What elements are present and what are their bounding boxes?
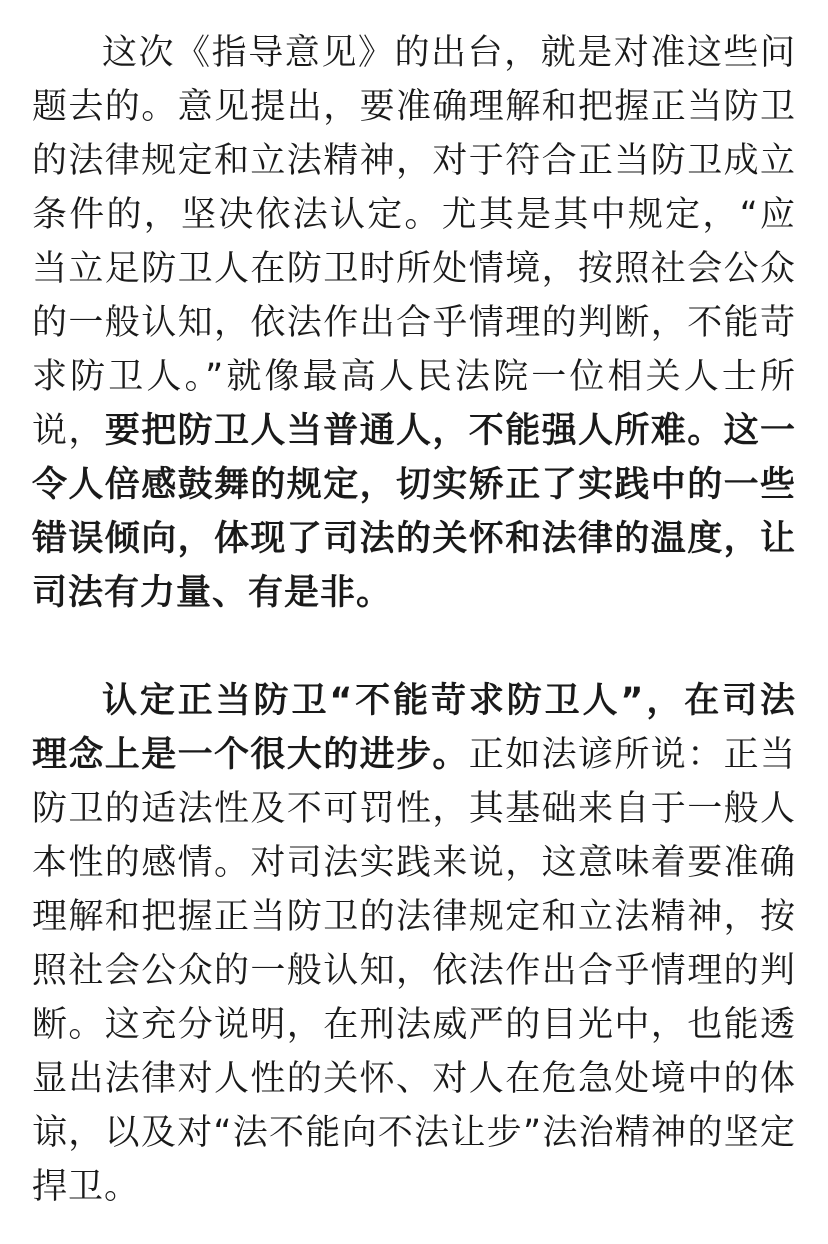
paragraph-2-text: 正如法谚所说：正当防卫的适法性及不可罚性，其基础来自于一般人本性的感情。对司法实践来说，这意味着要准确理解和把握正当防卫的法律规定和立法精神，按照社会公众的一般认知，依法作出合乎情理的判断。这充分说明，在刑法威严的目光中，也能透显出法律对人性的关怀、对人在危急处境中的体谅，以及对“法不能向不法让步”法治精神的坚定捍卫。 <box>32 735 796 1207</box>
article-body <box>32 26 796 1214</box>
paragraph-1-text: 这次《指导意见》的出台，就是对准这些问题去的。意见提出，要准确理解和把握正当防卫的法律规定和立法精神，对于符合正当防卫成立条件的，坚决依法认定。尤其是其中规定，“应当立足防卫人在防卫时所处情境，按照社会公众的一般认知，依法作出合乎情理的判断，不能苛求防卫人。”就像最高人民法院一位相关人士所说， <box>32 33 796 451</box>
paragraph-1 <box>32 26 796 620</box>
paragraph-2 <box>32 674 796 1214</box>
paragraph-1-bold-text: 要把防卫人当普通人，不能强人所难。这一令人倍感鼓舞的规定，切实矫正了实践中的一些错误倾向，体现了司法的关怀和法律的温度，让司法有力量、有是非。 <box>32 411 796 613</box>
paragraph-2-bold-text: 认定正当防卫“不能苛求防卫人”，在司法理念上是一个很大的进步。 <box>32 681 796 775</box>
